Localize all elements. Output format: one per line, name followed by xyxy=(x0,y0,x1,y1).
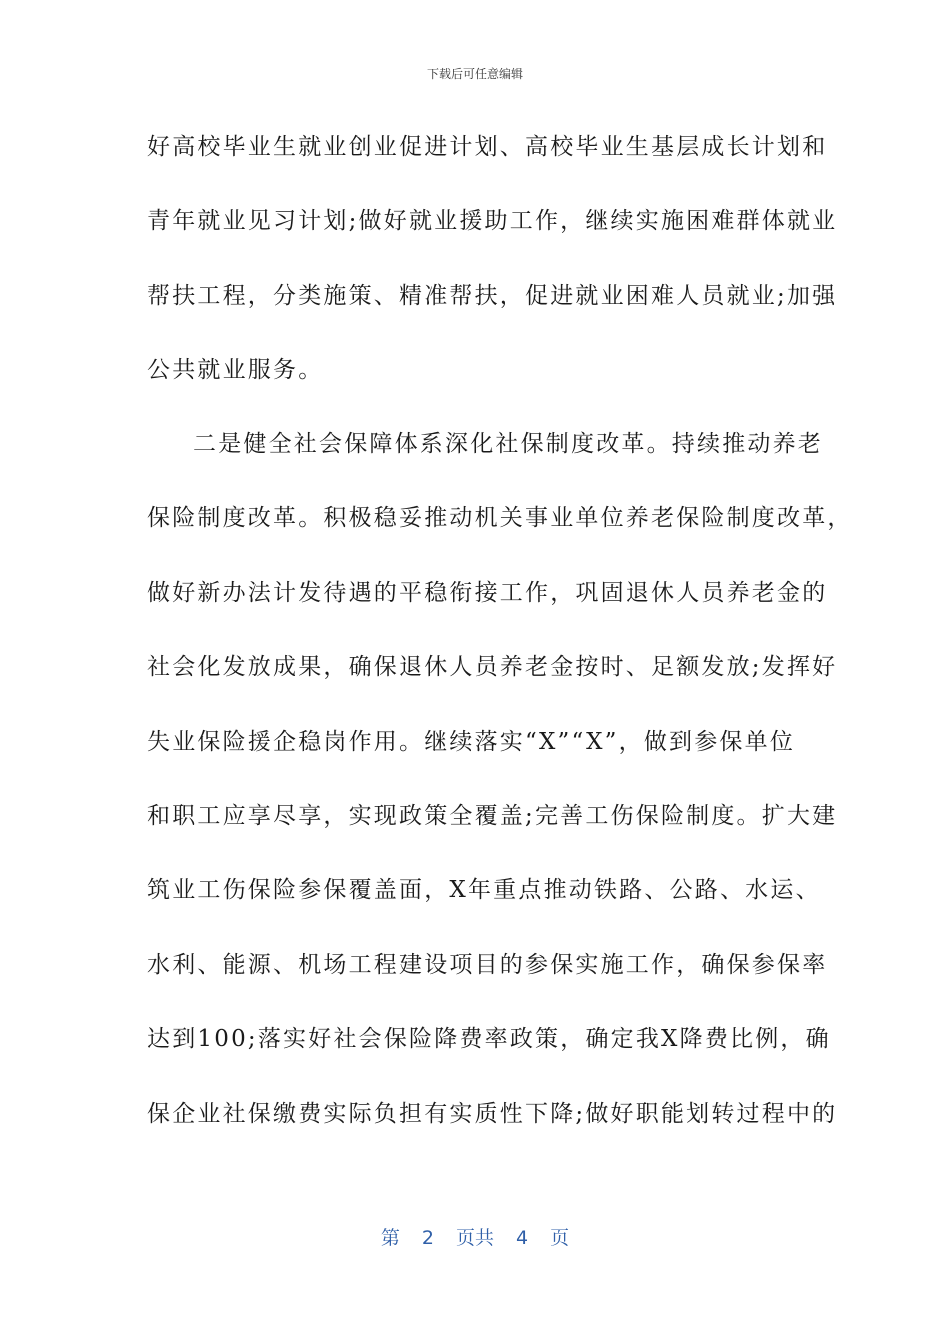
total-pages-number: 4 xyxy=(516,1227,529,1249)
text-line: 公共就业服务。 xyxy=(147,357,324,383)
current-page-number: 2 xyxy=(421,1227,434,1249)
total-label: 页共 xyxy=(455,1227,494,1249)
page-suffix: 页 xyxy=(550,1227,570,1249)
text-line: 达到100;落实好社会保险降费率政策，确定我X降费比例，确 xyxy=(147,1026,831,1052)
text-line: 筑业工伤保险参保覆盖面，X年重点推动铁路、公路、水运、 xyxy=(147,877,821,903)
text-line: 水利、能源、机场工程建设项目的参保实施工作，确保参保率 xyxy=(147,952,828,978)
text-line: 青年就业见习计划;做好就业援助工作，继续实施困难群体就业 xyxy=(147,208,838,234)
text-line: 保企业社保缴费实际负担有实质性下降;做好职能划转过程中的 xyxy=(147,1101,838,1127)
text-line: 社会化发放成果，确保退休人员养老金按时、足额发放;发挥好 xyxy=(147,654,838,680)
text-line: 和职工应享尽享，实现政策全覆盖;完善工伤保险制度。扩大建 xyxy=(147,803,838,829)
text-line: 好高校毕业生就业创业促进计划、高校毕业生基层成长计划和 xyxy=(147,134,828,160)
paragraph-first-line: 二是健全社会保障体系深化社保制度改革。持续推动养老 xyxy=(193,431,823,457)
page-footer xyxy=(0,1226,950,1250)
text-line: 帮扶工程，分类施策、精准帮扶，促进就业困难人员就业;加强 xyxy=(147,283,838,309)
text-line: 保险制度改革。积极稳妥推动机关事业单位养老保险制度改革， xyxy=(147,505,853,531)
page-header-note: 下载后可任意编辑 xyxy=(426,67,523,81)
text-line: 做好新办法计发待遇的平稳衔接工作，巩固退休人员养老金的 xyxy=(147,580,828,606)
page-label: 第 xyxy=(380,1227,400,1249)
text-line: 失业保险援企稳岗作用。继续落实“X”“X”，做到参保单位 xyxy=(147,729,796,755)
